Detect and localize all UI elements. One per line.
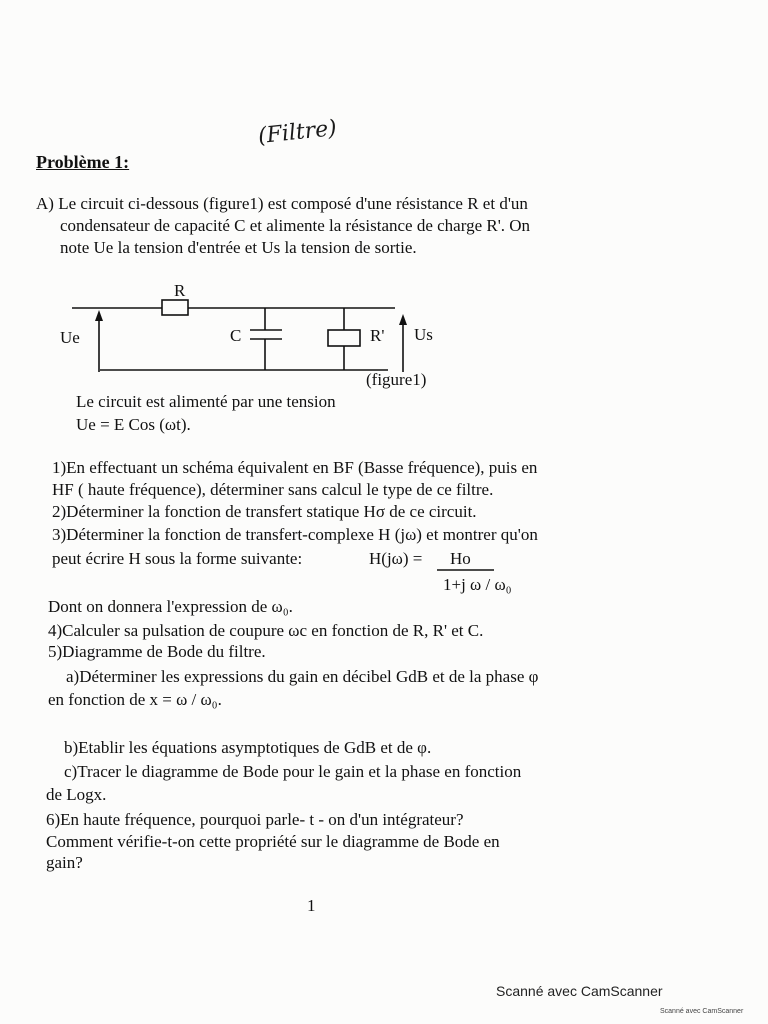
question-1-line-1: 1)En effectuant un schéma équivalent en BF (Basse fréquence), puis en: [52, 458, 538, 477]
question-5c-line-1: c)Tracer le diagramme de Bode pour le gain et la phase en fonction: [64, 762, 522, 781]
question-5a-line-1: a)Déterminer les expressions du gain en décibel GdB et de la phase φ: [66, 667, 539, 686]
question-5a-line-2: en fonction de x = ω / ω₀.: [48, 690, 222, 709]
formula-numerator: Ho: [450, 549, 471, 568]
question-1-line-2: HF ( haute fréquence), déterminer sans calcul le type de ce filtre.: [52, 480, 494, 499]
supply-line-1: Le circuit est alimenté par une tension: [76, 392, 336, 411]
question-5c-line-2: de Logx.: [46, 785, 107, 804]
question-6-line-1: 6)En haute fréquence, pourquoi parle- t - on d'un intégrateur?: [46, 810, 464, 829]
scanner-watermark: Scanné avec CamScanner: [496, 983, 663, 999]
part-a-line-3: note Ue la tension d'entrée et Us la tension de sortie.: [60, 238, 417, 257]
label-r-prime: R': [370, 326, 385, 345]
label-r: R: [174, 281, 186, 300]
question-6-line-3: gain?: [46, 853, 83, 872]
question-4: 4)Calculer sa pulsation de coupure ωc en fonction de R, R' et C.: [48, 621, 484, 640]
question-5b: b)Etablir les équations asymptotiques de GdB et de φ.: [64, 738, 432, 757]
supply-line-2: Ue = E Cos (ωt).: [76, 415, 191, 434]
question-2: 2)Déterminer la fonction de transfert statique Hσ de ce circuit.: [52, 502, 477, 521]
page-number: 1: [307, 896, 316, 915]
formula-denominator: 1+j ω / ω₀: [443, 575, 512, 594]
handwritten-filtre-note: (Filtre): [256, 115, 338, 150]
figure-caption: (figure1): [366, 370, 427, 389]
label-us: Us: [414, 325, 433, 344]
question-3-line-1: 3)Déterminer la fonction de transfert-complexe H (jω) et montrer qu'on: [52, 525, 538, 544]
label-c: C: [230, 326, 242, 345]
question-3-line-2: peut écrire H sous la forme suivante:: [52, 549, 303, 568]
label-ue: Ue: [60, 328, 80, 347]
problem-title: Problème 1:: [36, 152, 130, 172]
formula-lhs: H(jω) =: [369, 549, 423, 568]
question-5: 5)Diagramme de Bode du filtre.: [48, 642, 266, 661]
part-a-line-2: condensateur de capacité C et alimente la résistance de charge R'. On: [60, 216, 531, 235]
part-a-line-1: A) Le circuit ci-dessous (figure1) est composé d'une résistance R et d'un: [36, 194, 528, 213]
scanner-watermark-small: Scanné avec CamScanner: [660, 1008, 744, 1015]
question-3-line-3: Dont on donnera l'expression de ω₀.: [48, 597, 293, 616]
question-6-line-2: Comment vérifie-t-on cette propriété sur le diagramme de Bode en: [46, 832, 500, 851]
